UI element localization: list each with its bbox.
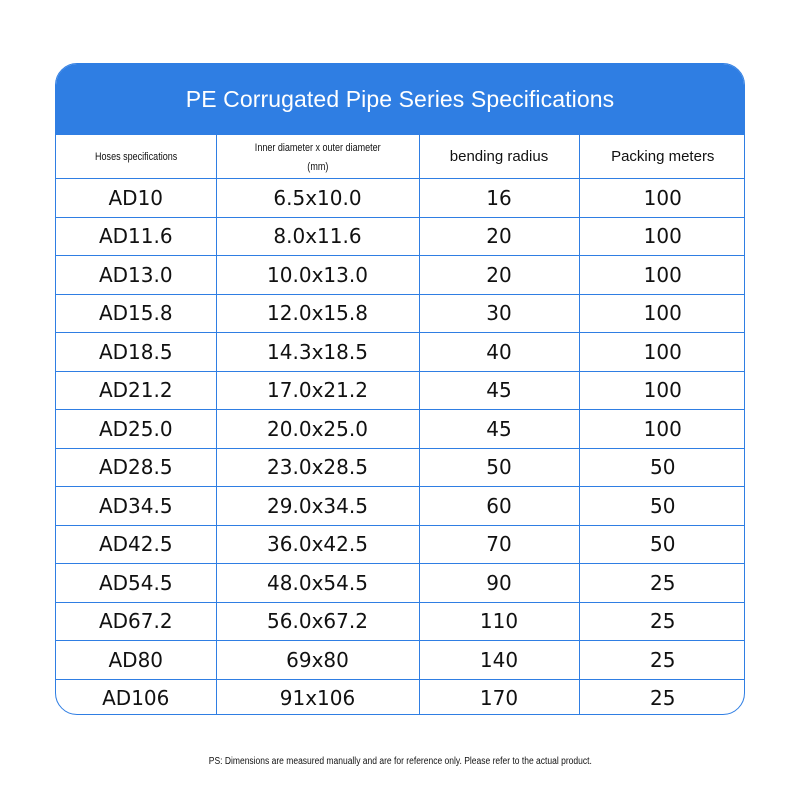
- table-row: [56, 641, 745, 680]
- table-row: [56, 217, 745, 256]
- cell-radius: 30: [419, 294, 579, 333]
- table-row: [56, 294, 745, 333]
- cell-dia: 17.0x21.2: [216, 371, 419, 410]
- cell-dia: 23.0x28.5: [216, 448, 419, 487]
- cell-radius: 45: [419, 371, 579, 410]
- header-radius: bending radius: [419, 135, 579, 179]
- table-row: [56, 371, 745, 410]
- cell-radius: 50: [419, 448, 579, 487]
- header-diameter: Inner diameter x outer diameter (mm): [216, 135, 419, 179]
- cell-dia: 29.0x34.5: [216, 487, 419, 526]
- cell-dia: 6.5x10.0: [216, 179, 419, 218]
- cell-dia: 69x80: [216, 641, 419, 680]
- cell-packing: 25: [650, 686, 676, 711]
- cell-radius: 70: [419, 525, 579, 564]
- cell-dia: 12.0x15.8: [216, 294, 419, 333]
- header-spec: Hoses specifications: [56, 135, 216, 179]
- cell-radius: 140: [419, 641, 579, 680]
- cell-dia: 20.0x25.0: [216, 410, 419, 449]
- cell-dia: 36.0x42.5: [216, 525, 419, 564]
- cell-radius: 20: [419, 256, 579, 295]
- table-title: PE Corrugated Pipe Series Specifications: [56, 64, 744, 135]
- cell-spec: AD28.5: [56, 448, 216, 487]
- spec-table: [56, 135, 745, 715]
- footnote: PS: Dimensions are measured manually and are for reference only. Please refer to the actual product.: [208, 756, 592, 767]
- cell-packing: 100: [579, 179, 745, 218]
- cell-radius: 60: [419, 487, 579, 526]
- cell-spec: AD67.2: [56, 602, 216, 641]
- cell-spec: AD80: [56, 641, 216, 680]
- cell-spec: AD34.5: [56, 487, 216, 526]
- cell-spec: AD106: [56, 679, 216, 715]
- cell-radius: 170: [419, 679, 579, 715]
- cell-packing: 100: [579, 410, 745, 449]
- table-row: [56, 564, 745, 603]
- cell-packing: 100: [579, 294, 745, 333]
- cell-dia: 48.0x54.5: [216, 564, 419, 603]
- cell-packing: 100: [579, 256, 745, 295]
- cell-spec: AD54.5: [56, 564, 216, 603]
- table-row: [56, 179, 745, 218]
- cell-spec: AD21.2: [56, 371, 216, 410]
- cell-packing: 25: [579, 564, 745, 603]
- cell-dia: 14.3x18.5: [216, 333, 419, 372]
- cell-radius: 90: [419, 564, 579, 603]
- cell-radius: 20: [419, 217, 579, 256]
- cell-dia: 56.0x67.2: [216, 602, 419, 641]
- cell-radius: 45: [419, 410, 579, 449]
- cell-radius: 40: [419, 333, 579, 372]
- cell-radius: 110: [419, 602, 579, 641]
- cell-dia: 10.0x13.0: [216, 256, 419, 295]
- cell-dia: 8.0x11.6: [216, 217, 419, 256]
- cell-radius: 16: [419, 179, 579, 218]
- cell-spec: AD42.5: [56, 525, 216, 564]
- header-packing: Packing meters: [579, 135, 745, 179]
- cell-dia: 91x106: [216, 679, 419, 715]
- cell-packing: 100: [579, 333, 745, 372]
- cell-spec: AD18.5: [56, 333, 216, 372]
- cell-spec: AD13.0: [56, 256, 216, 295]
- cell-packing: 50: [579, 525, 745, 564]
- cell-packing: 50: [579, 487, 745, 526]
- cell-spec: AD25.0: [56, 410, 216, 449]
- cell-spec: AD11.6: [56, 217, 216, 256]
- header-row: [56, 135, 745, 179]
- cell-packing: 25: [579, 641, 745, 680]
- cell-packing: 25: [579, 602, 745, 641]
- table-row: [56, 256, 745, 295]
- cell-packing: 100: [579, 217, 745, 256]
- cell-packing: 100: [579, 371, 745, 410]
- table-row: [56, 525, 745, 564]
- table-row: [56, 448, 745, 487]
- table-row: [56, 333, 745, 372]
- spec-card: [55, 63, 745, 715]
- cell-spec: AD15.8: [56, 294, 216, 333]
- table-row: [56, 602, 745, 641]
- table-row: [56, 487, 745, 526]
- cell-spec: AD10: [56, 179, 216, 218]
- table-row: [56, 410, 745, 449]
- cell-packing: 50: [579, 448, 745, 487]
- table-row: [56, 679, 745, 715]
